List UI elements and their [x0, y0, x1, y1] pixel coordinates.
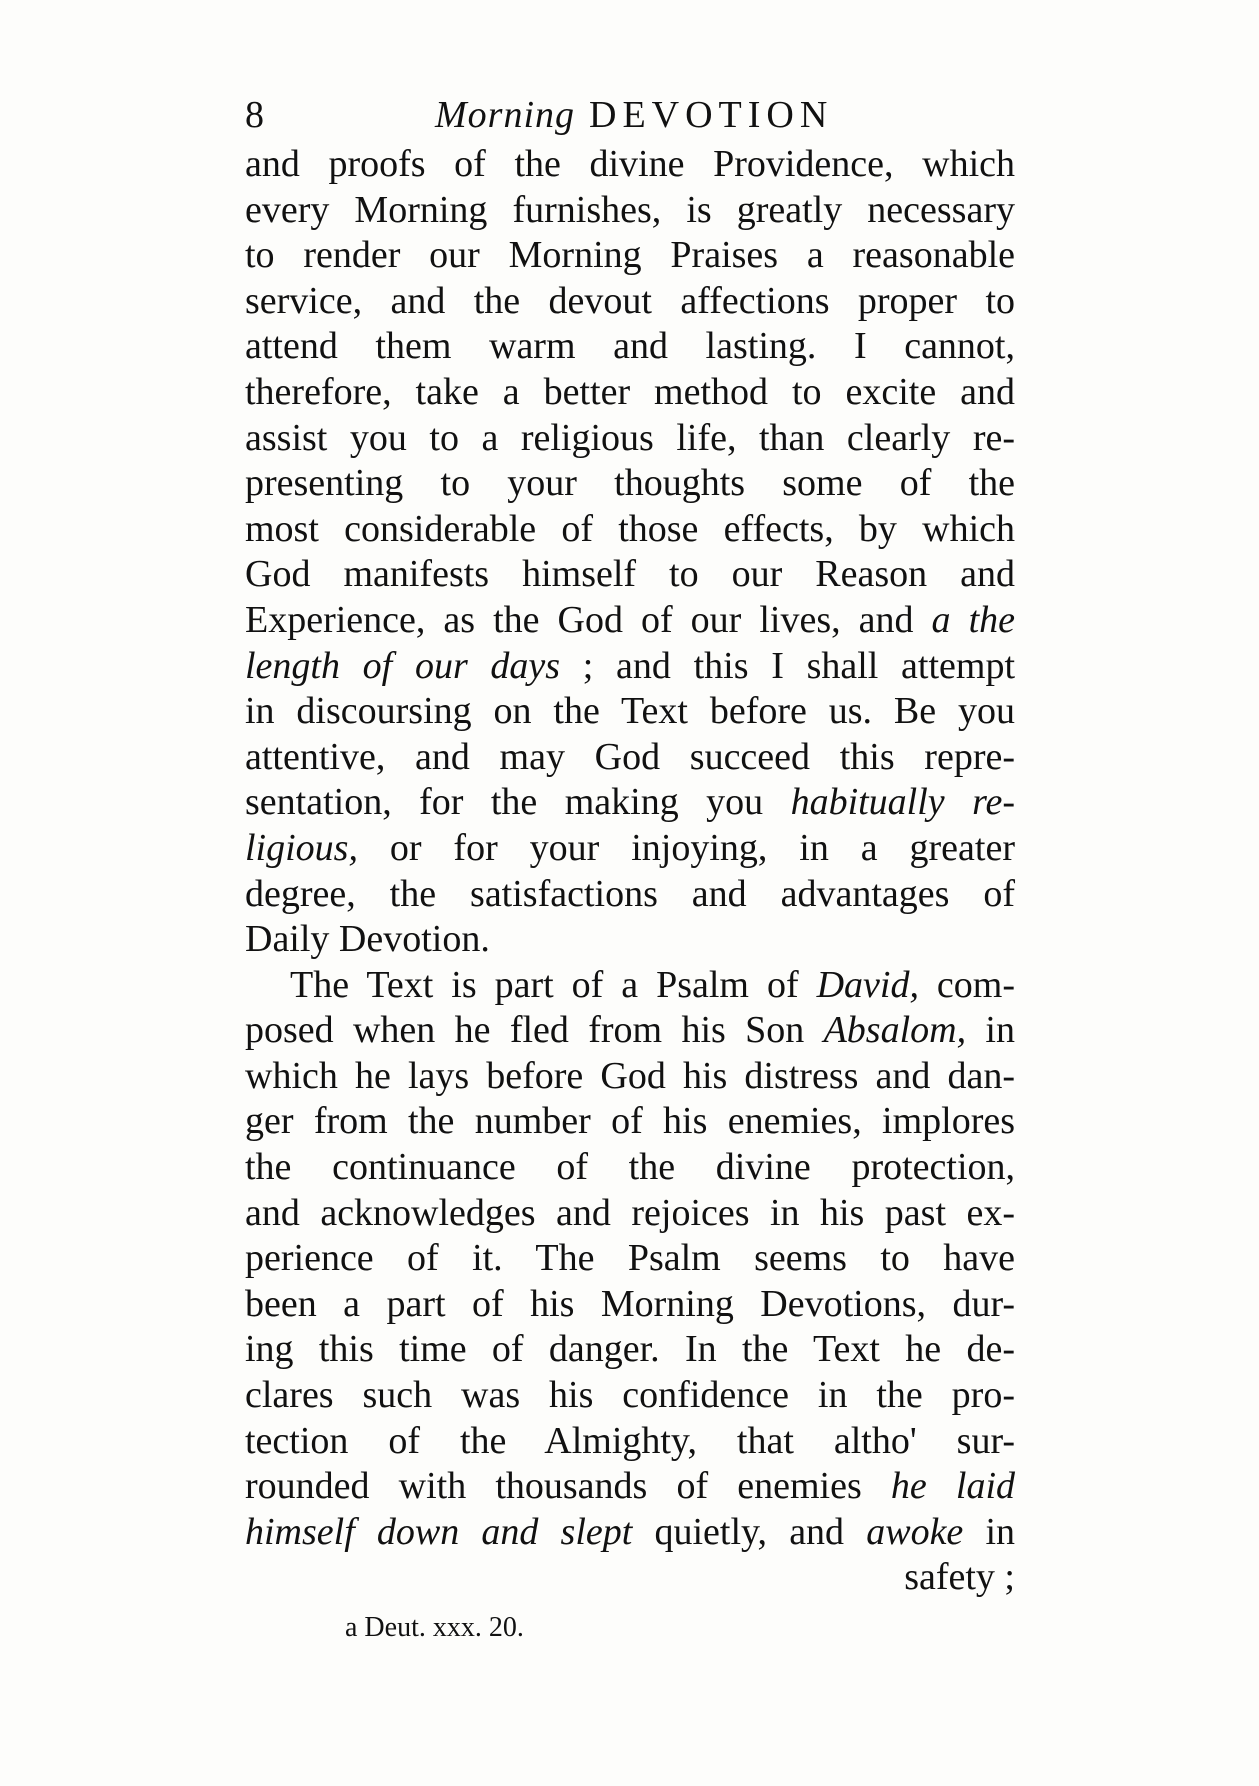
text-line — [245, 1008, 1015, 1054]
italic-text: length of our days — [245, 644, 561, 687]
text-line — [245, 1327, 1015, 1373]
text-line — [245, 279, 1015, 325]
italic-text: awoke — [866, 1510, 964, 1553]
text-segment: The Text is part of a Psalm of — [290, 963, 817, 1006]
text-segment: ing this time of danger. In the Text he de- — [245, 1328, 1015, 1371]
text-segment: rounded with thousands of enemies — [245, 1465, 891, 1508]
text-line — [245, 370, 1015, 416]
page-header — [245, 90, 1015, 140]
running-head-italic: Morning — [435, 94, 575, 136]
text-segment: presenting to your thoughts some of the — [245, 462, 1015, 505]
text-line — [245, 142, 1015, 188]
text-segment: in — [966, 1009, 1015, 1052]
footnote: a Deut. xxx. 20. — [345, 1612, 524, 1643]
text-line — [245, 735, 1015, 781]
text-segment: sentation, for the making you — [245, 781, 791, 824]
text-line — [245, 1191, 1015, 1237]
text-segment: ; and this I shall attempt — [560, 644, 1016, 687]
text-line — [245, 1099, 1015, 1145]
text-line — [245, 1236, 1015, 1282]
text-line — [245, 324, 1015, 370]
text-segment: attend them warm and lasting. I cannot, — [245, 325, 1015, 368]
text-line — [245, 188, 1015, 234]
italic-text: ligious, — [245, 826, 358, 869]
text-line — [245, 1464, 1015, 1510]
text-line — [245, 1145, 1015, 1191]
text-segment: Daily Devotion. — [245, 918, 490, 961]
text-line — [245, 1419, 1015, 1465]
text-line — [245, 507, 1015, 553]
text-segment: in discoursing on the Text before us. Be you — [245, 690, 1015, 733]
text-segment: safety ; — [904, 1556, 1015, 1599]
italic-text: David, — [816, 963, 919, 1006]
text-line — [245, 826, 1015, 872]
text-segment: attentive, and may God succeed this repre- — [245, 735, 1015, 778]
text-segment: to render our Morning Praises a reasonable — [245, 234, 1015, 277]
running-head — [435, 90, 833, 140]
text-line — [245, 416, 1015, 462]
text-segment: been a part of his Morning Devotions, dur- — [245, 1282, 1015, 1325]
text-line — [245, 872, 1015, 918]
text-line — [245, 963, 1015, 1009]
italic-text: habitually re- — [790, 781, 1015, 824]
text-segment: or for your injoying, in a greater — [357, 826, 1015, 869]
text-line — [245, 917, 1015, 963]
body-text — [245, 142, 1015, 1601]
text-segment: service, and the devout affections proper to — [245, 279, 1015, 322]
text-line — [245, 1054, 1015, 1100]
text-segment: every Morning furnishes, is greatly necessary — [245, 188, 1015, 231]
italic-text: Absalom, — [823, 1009, 967, 1052]
text-segment: perience of it. The Psalm seems to have — [245, 1237, 1015, 1280]
page-number: 8 — [245, 94, 264, 136]
text-line — [245, 780, 1015, 826]
text-line — [245, 1510, 1015, 1556]
text-line — [245, 552, 1015, 598]
text-segment: therefore, take a better method to excite and — [245, 370, 1015, 413]
text-line — [245, 233, 1015, 279]
text-segment: the continuance of the divine protection, — [245, 1146, 1015, 1189]
running-head-caps: DEVOTION — [589, 94, 834, 136]
text-segment: which he lays before God his distress and dan- — [245, 1054, 1015, 1097]
text-segment: assist you to a religious life, than clearly re- — [245, 416, 1015, 459]
text-line — [245, 461, 1015, 507]
italic-text: a the — [931, 598, 1015, 641]
text-segment: quietly, and — [632, 1510, 867, 1553]
text-segment: ger from the number of his enemies, implores — [245, 1100, 1015, 1143]
text-segment: Experience, as the God of our lives, and — [245, 598, 932, 641]
text-segment: in — [963, 1510, 1016, 1553]
text-line — [245, 1282, 1015, 1328]
italic-text: himself down and slept — [245, 1510, 633, 1553]
text-line — [245, 1373, 1015, 1419]
text-segment: com- — [918, 963, 1015, 1006]
text-segment: tection of the Almighty, that altho' sur- — [245, 1419, 1015, 1462]
text-segment: degree, the satisfactions and advantages of — [245, 872, 1015, 915]
text-segment: clares such was his confidence in the pro- — [245, 1374, 1015, 1417]
text-line — [245, 644, 1015, 690]
text-segment: posed when he fled from his Son — [245, 1009, 824, 1052]
text-segment: God manifests himself to our Reason and — [245, 553, 1015, 596]
text-line — [245, 1555, 1015, 1601]
italic-text: he laid — [890, 1465, 1016, 1508]
text-segment: and proofs of the divine Providence, which — [245, 143, 1015, 185]
text-segment: and acknowledges and rejoices in his past ex- — [245, 1191, 1015, 1234]
text-segment: most considerable of those effects, by which — [245, 507, 1015, 550]
text-line — [245, 689, 1015, 735]
text-line — [245, 598, 1015, 644]
